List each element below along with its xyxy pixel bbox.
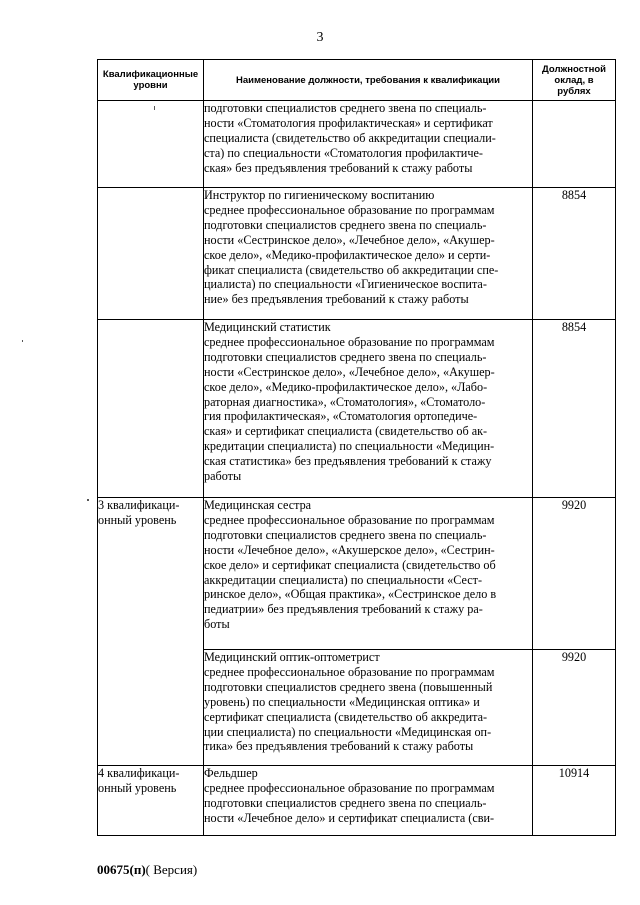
requirements-cell: [204, 101, 533, 188]
requirements-cell: [204, 498, 533, 650]
position-title: Медицинский оптик-оптометрист: [204, 650, 380, 664]
text-line: ское дело» и сертификат специалиста (свидетельство об: [204, 557, 496, 572]
text-line: ние» без предъявления требований к стажу работы: [204, 292, 469, 307]
text-line: уровень) по специальности «Медицинская оптика» и: [204, 694, 480, 709]
text-line: боты: [204, 617, 230, 632]
text-line: гия профилактическая», «Стоматология ортопедиче-: [204, 409, 478, 424]
table-row: [98, 766, 616, 836]
scan-speck: [154, 106, 155, 110]
text-line: специалиста (свидетельство об аккредитации специали-: [204, 130, 496, 145]
requirements-cell: [204, 320, 533, 498]
level-label: 4 квалификаци-: [98, 766, 180, 780]
page-number: 3: [316, 30, 324, 45]
table-row: [98, 498, 616, 650]
text-line: циалиста) по специальности «Гигиеническое воспита-: [204, 277, 487, 292]
text-line: подготовки специалистов среднего звена по специаль-: [204, 795, 487, 810]
document-code-number: 00675(п): [97, 862, 146, 877]
text-line: среднее профессиональное образование по программам: [204, 664, 495, 679]
text-line: ности «Лечебное дело», «Акушерское дело», «Сестрин-: [204, 542, 495, 557]
header-qualification-levels: Квалификационные уровни: [98, 60, 204, 101]
position-title: Медицинская сестра: [204, 498, 312, 512]
text-line: работы: [204, 469, 242, 484]
text-line: ская» без предъявления требований к стажу работы: [204, 160, 473, 175]
level-cell: [98, 320, 204, 498]
level-cell: [98, 498, 204, 766]
text-line: ности «Сестринское дело», «Лечебное дело», «Акушер-: [204, 232, 495, 247]
table-row: [98, 101, 616, 188]
text-line: подготовки специалистов среднего звена по специаль-: [204, 527, 487, 542]
text-line: подготовки специалистов среднего звена (повышенный: [204, 679, 493, 694]
text-line: ции специалиста) по специальности «Медицинская оп-: [204, 724, 492, 739]
document-code: [97, 862, 197, 877]
position-title: Медицинский статистик: [204, 320, 331, 334]
level-label: 3 квалификаци-: [98, 498, 180, 512]
requirements-cell: [204, 188, 533, 320]
position-title: Инструктор по гигиеническому воспитанию: [204, 188, 435, 202]
text-line: подготовки специалистов среднего звена по специаль-: [204, 349, 487, 364]
level-label: онный уровень: [98, 780, 177, 795]
text-line: раторная диагностика», «Стоматология», «Стоматоло-: [204, 394, 486, 409]
text-line: среднее профессиональное образование по программам: [204, 512, 495, 527]
text-line: сертификат специалиста (свидетельство об аккредита-: [204, 709, 488, 724]
text-line: среднее профессиональное образование по программам: [204, 202, 495, 217]
level-cell: [98, 766, 204, 836]
text-line: тика» без предъявления требований к стажу работы: [204, 739, 474, 754]
salary-cell: 8854: [533, 188, 616, 320]
salary-table: [97, 59, 616, 836]
level-cell: [98, 101, 204, 188]
text-line: среднее профессиональное образование по программам: [204, 334, 495, 349]
text-line: среднее профессиональное образование по программам: [204, 780, 495, 795]
text-line: ста) по специальности «Стоматология профилактиче-: [204, 145, 483, 160]
text-line: ности «Лечебное дело» и сертификат специалиста (сви-: [204, 810, 495, 825]
salary-cell: 8854: [533, 320, 616, 498]
document-code-version: ( Версия): [145, 862, 198, 877]
table-row: [98, 188, 616, 320]
scan-speck: [87, 499, 89, 501]
table-row: [98, 320, 616, 498]
text-line: ская» и сертификат специалиста (свидетельство об ак-: [204, 424, 488, 439]
text-line: ская статистика» без предъявления требований к стажу: [204, 454, 492, 469]
text-line: ринское дело», «Общая практика», «Сестринское дело в: [204, 587, 497, 602]
header-position-requirements: Наименование должности, требования к квалификации: [204, 60, 533, 101]
text-line: ности «Сестринское дело», «Лечебное дело», «Акушер-: [204, 364, 495, 379]
text-line: ности «Стоматология профилактическая» и сертификат: [204, 115, 493, 130]
scan-speck: [22, 340, 23, 342]
text-line: кредитации специалиста) по специальности «Медицин-: [204, 439, 495, 454]
text-line: подготовки специалистов среднего звена по специаль-: [204, 101, 487, 115]
salary-cell: [533, 101, 616, 188]
text-line: подготовки специалистов среднего звена по специаль-: [204, 217, 487, 232]
text-line: ское дело», «Медико-профилактическое дело» и серти-: [204, 247, 491, 262]
text-line: педиатрии» без предъявления требований к стажу ра-: [204, 602, 483, 617]
salary-cell: 9920: [533, 650, 616, 766]
text-line: ское дело», «Медико-профилактическое дело», «Лабо-: [204, 379, 488, 394]
header-salary: Должностной оклад, в рублях: [533, 60, 616, 101]
text-line: фикат специалиста (свидетельство об аккредитации спе-: [204, 262, 499, 277]
salary-cell: 9920: [533, 498, 616, 650]
position-title: Фельдшер: [204, 766, 258, 780]
table-header-row: [98, 60, 616, 101]
level-cell: [98, 188, 204, 320]
requirements-cell: [204, 766, 533, 836]
text-line: аккредитации специалиста) по специальности «Сест-: [204, 572, 483, 587]
salary-cell: 10914: [533, 766, 616, 836]
level-label: онный уровень: [98, 512, 177, 527]
requirements-cell: [204, 650, 533, 766]
